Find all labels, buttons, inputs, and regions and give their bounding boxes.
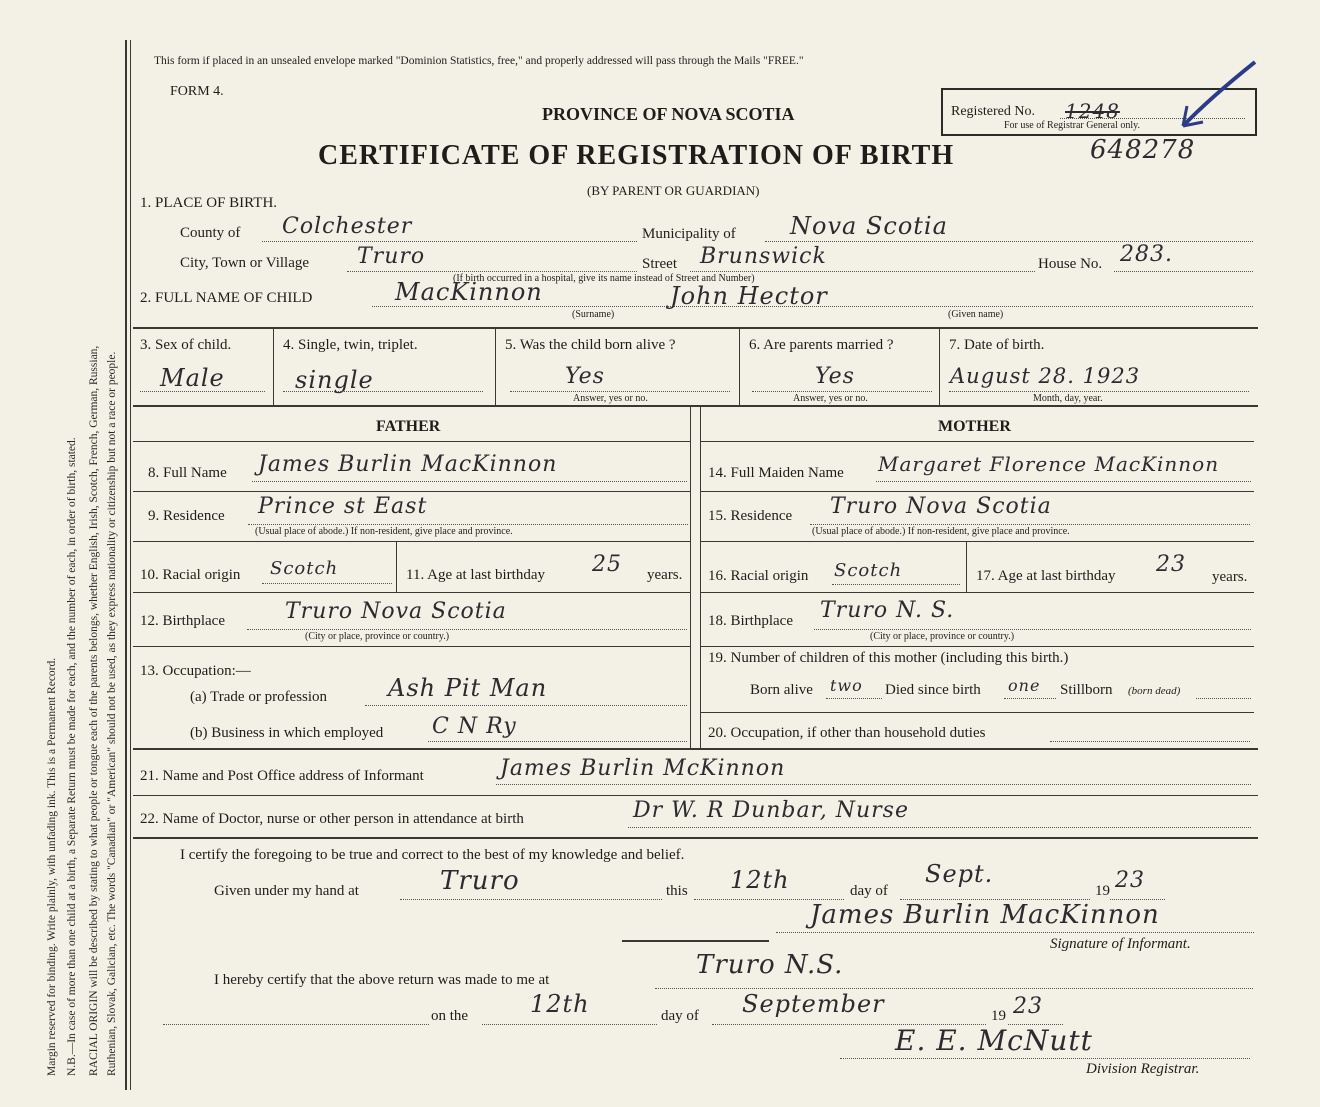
province-heading: PROVINCE OF NOVA SCOTIA [542,104,795,124]
stillborn-label: Stillborn [1060,682,1113,698]
mother-age-years: years. [1212,569,1248,585]
hospital-note: (If birth occurred in a hospital, give its name instead of Street and Number) [453,273,755,284]
dob-label: 7. Date of birth. [949,337,1045,353]
form-number: FORM 4. [170,84,224,99]
mother-racial-value: Scotch [834,560,903,581]
county-label: County of [180,225,241,241]
children-count-label: 19. Number of children of this mother (including this birth.) [708,650,1069,666]
informant-signature: James Burlin MacKinnon [810,900,1160,930]
informant-value: James Burlin McKinnon [500,756,786,781]
mother-residence-caption: (Usual place of abode.) If non-resident, give place and province. [812,526,1070,537]
registration-day-value: 12th [530,990,590,1018]
street-label: Street [642,256,677,272]
municipality-value: Nova Scotia [790,212,948,240]
plurality-value: single [295,366,374,394]
surname-caption: (Surname) [572,309,615,320]
father-name-value: James Burlin MacKinnon [258,452,558,477]
registered-value: 1248 [1065,99,1120,123]
born-alive-value: two [830,676,863,695]
father-racial-label: 10. Racial origin [140,567,241,583]
mother-name-value: Margaret Florence MacKinnon [878,452,1220,476]
father-residence-value: Prince st East [258,494,428,519]
father-name-label: 8. Full Name [148,465,227,481]
on-the-label: on the [431,1008,469,1024]
father-age-years: years. [647,567,683,583]
check-arrow-icon [1175,58,1260,133]
registration-year-value: 23 [1013,994,1043,1019]
occupation-label: 13. Occupation:— [140,663,251,679]
mother-residence-value: Truro Nova Scotia [830,494,1052,519]
sex-value: Male [160,364,225,392]
registration-month-value: September [742,990,885,1018]
dob-caption: Month, day, year. [1033,393,1103,404]
house-label: House No. [1038,256,1103,272]
died-since-birth-value: one [1008,676,1041,695]
mail-note: This form if placed in an unsealed envelope marked "Dominion Statistics, free," and properly addressed will pass through the Mails "FREE." [154,55,804,67]
certificate-subtitle: (BY PARENT OR GUARDIAN) [587,183,760,198]
registered-label: Registered No. [951,104,1035,119]
father-age-label: 11. Age at last birthday [406,567,545,583]
father-birthplace-label: 12. Birthplace [140,613,225,629]
born-alive-label: Born alive [750,682,813,698]
father-age-value: 25 [592,552,622,577]
given-day-value: 12th [730,866,790,894]
registration-day-of-label: day of [661,1008,699,1024]
registrar-statement: I hereby certify that the above return was made to me at [214,972,550,988]
binding-rule [125,40,127,1090]
given-name-caption: (Given name) [948,309,1004,320]
certificate-title: CERTIFICATE OF REGISTRATION OF BIRTH [318,140,955,171]
given-place-value: Truro [440,866,520,896]
child-surname: MacKinnon [395,278,543,306]
married-label: 6. Are parents married ? [749,337,894,353]
married-caption: Answer, yes or no. [793,393,868,404]
street-value: Brunswick [700,244,827,269]
trade-value: Ash Pit Man [388,674,548,702]
given-under-label: Given under my hand at [214,883,359,899]
mother-heading: MOTHER [938,418,1011,435]
registrar-note: For use of Registrar General only. [1004,120,1140,131]
stillborn-note: (born dead) [1128,685,1181,697]
mother-occupation-label: 20. Occupation, if other than household duties [708,725,986,741]
father-birthplace-value: Truro Nova Scotia [285,599,507,624]
handwritten-number: 648278 [1090,135,1196,165]
doctor-label: 22. Name of Doctor, nurse or other person in attendance at birth [140,811,524,827]
registrar-caption: Division Registrar. [1086,1061,1200,1077]
child-name-label: 2. FULL NAME OF CHILD [140,290,313,306]
alive-value: Yes [565,364,605,389]
registration-year-prefix: 19 [991,1008,1006,1024]
sex-label: 3. Sex of child. [140,337,232,353]
given-month-value: Sept. [925,860,994,888]
business-label: (b) Business in which employed [190,725,384,741]
mother-name-label: 14. Full Maiden Name [708,465,844,481]
given-year-value: 23 [1115,868,1145,893]
place-of-birth-label: 1. PLACE OF BIRTH. [140,195,278,211]
business-value: C N Ry [432,714,517,739]
mother-racial-label: 16. Racial origin [708,568,809,584]
city-value: Truro [357,244,426,269]
margin-note-multiple-births: N.B.—In case of more than one child at a birth, a Separate Return must be made for each, and the number of each, in order of birth, stated. [66,437,78,1076]
died-since-birth-label: Died since birth [885,682,981,698]
father-residence-caption: (Usual place of abode.) If non-resident, give place and province. [255,526,513,537]
city-label: City, Town or Village [180,255,310,271]
margin-note-racial-origin-1: RACIAL ORIGIN will be described by stating to what people or tongue each of the parents belongs, whether English, Irish, Scotch, French, German, Russian, [88,345,100,1076]
married-value: Yes [815,364,855,389]
mother-birthplace-value: Truro N. S. [820,598,955,623]
alive-label: 5. Was the child born alive ? [505,337,676,353]
margin-note-binding: Margin reserved for binding. Write plainly, with unfading ink. This is a Permanent Record. [46,657,58,1076]
father-heading: FATHER [376,418,441,435]
registrar-signature: E. E. McNutt [895,1024,1093,1057]
child-given-name: John Hector [670,282,828,310]
father-residence-label: 9. Residence [148,508,225,524]
dob-value: August 28. 1923 [950,364,1141,388]
trade-label: (a) Trade or profession [190,689,328,705]
mother-age-value: 23 [1156,552,1186,577]
father-racial-value: Scotch [270,558,339,579]
mother-birthplace-label: 18. Birthplace [708,613,793,629]
alive-caption: Answer, yes or no. [573,393,648,404]
informant-label: 21. Name and Post Office address of Informant [140,768,424,784]
mother-age-label: 17. Age at last birthday [976,568,1116,584]
certification-statement: I certify the foregoing to be true and correct to the best of my knowledge and belief. [180,847,685,863]
county-value: Colchester [282,214,413,239]
binding-rule-inner [130,40,131,1090]
day-of-label: day of [850,883,888,899]
informant-signature-caption: Signature of Informant. [1050,936,1191,952]
registrar-place-value: Truro N.S. [696,950,844,980]
plurality-label: 4. Single, twin, triplet. [283,337,418,353]
father-birthplace-caption: (City or place, province or country.) [305,631,450,642]
mother-birthplace-caption: (City or place, province or country.) [870,631,1015,642]
municipality-label: Municipality of [642,226,736,242]
doctor-value: Dr W. R Dunbar, Nurse [633,798,909,823]
margin-note-racial-origin-2: Ruthenian, Slovak, Galician, etc. The words "Canadian" or "American" should not be used, as they express nationality or citizenship but not a race or people. [106,351,118,1076]
given-year-prefix: 19 [1095,883,1110,899]
mother-residence-label: 15. Residence [708,508,793,524]
house-value: 283. [1120,242,1173,267]
this-label: this [666,883,688,899]
